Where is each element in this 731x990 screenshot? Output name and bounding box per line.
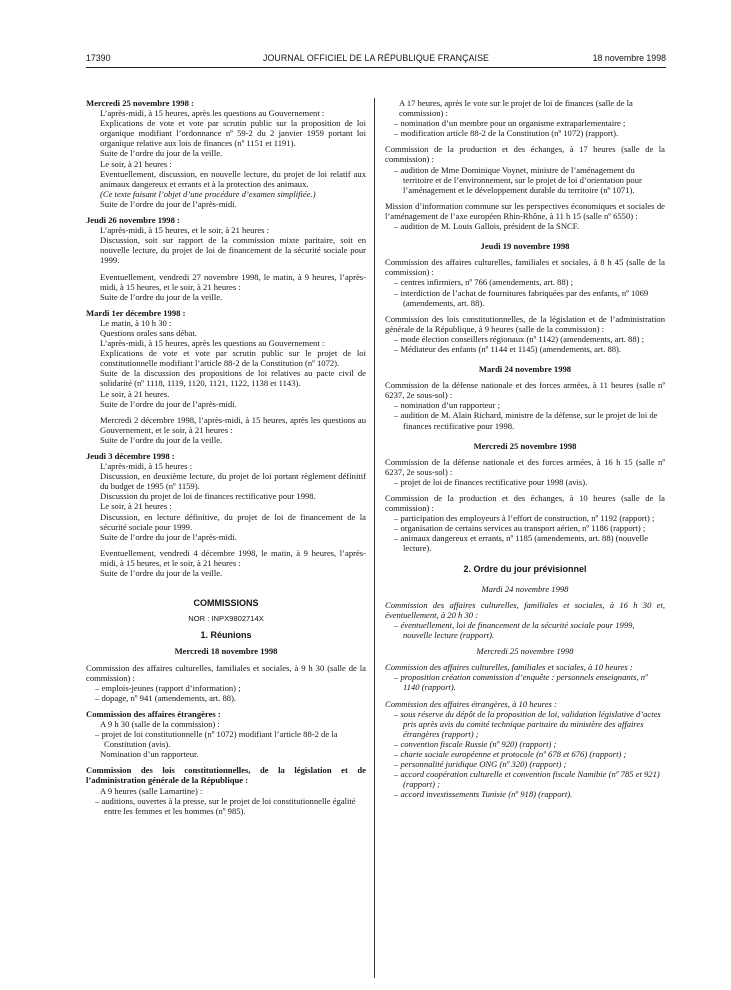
- column-divider: [374, 98, 375, 978]
- paragraph: Suite de l’ordre du jour de l’après-midi.: [100, 531, 237, 542]
- page-header: [86, 52, 666, 64]
- paragraph: L’après-midi, à 15 heures :: [100, 461, 193, 472]
- paragraph: Questions orales sans débat.: [100, 327, 197, 338]
- page-number: 17390: [86, 53, 111, 63]
- paragraph: – personnalité juridique ONG (nº 320) (rapport) ;: [394, 759, 567, 770]
- spacer: [385, 574, 665, 584]
- paragraph: 1. Réunions: [200, 630, 252, 641]
- paragraph: 2. Ordre du jour prévisionnel: [463, 563, 587, 574]
- paragraph: Commission des lois constitutionnelles, de la législation et de l’administration générale de la République, à 9 heures (salle de la commission) :: [385, 313, 665, 334]
- paragraph: – Médiateur des enfants (nº 1144 et 1145) (amendements, art. 88).: [394, 343, 622, 354]
- paragraph: Commission des affaires culturelles, familiales et sociales, à 10 heures :: [385, 662, 633, 673]
- header-rule: [86, 67, 666, 68]
- paragraph: Le soir, à 21 heures :: [100, 501, 172, 512]
- paragraph: – accord coopération culturelle et convention fiscale Namibie (nº 785 et 921) (rapport) ;: [394, 769, 660, 790]
- paragraph: Commission des affaires culturelles, familiales et sociales, à 9 h 30 (salle de la commission) :: [86, 662, 366, 683]
- paragraph: – sous réserve du dépôt de la proposition de loi, validation législative d’actes pris après avis du comité technique paritaire du ministère des affaires étrangères (rapport) ;: [394, 708, 661, 739]
- spacer: [385, 354, 665, 364]
- paragraph: Suite de l’ordre du jour de la veille.: [100, 148, 223, 159]
- paragraph: – nomination d’un rapporteur ;: [394, 400, 500, 411]
- paragraph: Le soir, à 21 heures :: [100, 158, 172, 169]
- paragraph: Le matin, à 10 h 30 :: [100, 317, 172, 328]
- paragraph: – audition de M. Alain Richard, ministre de la défense, sur le projet de loi de finances rectificative pour 1998.: [394, 410, 658, 431]
- right-column: [385, 98, 665, 799]
- paragraph: Discussion, soit sur rapport de la commission mixte paritaire, soit en nouvelle lecture, du projet de loi de financement de la sécurité sociale pour 1999.: [100, 235, 366, 266]
- spacer: [86, 578, 366, 588]
- paragraph: – organisation de certains services au transport aérien, nº 1186 (rapport) ;: [394, 523, 646, 534]
- paragraph: L’après-midi, à 15 heures, après les questions au Gouvernement :: [100, 338, 325, 349]
- paragraph: Commission des affaires culturelles, familiales et sociales, à 8 h 45 (salle de la commission) :: [385, 257, 665, 278]
- paragraph: NOR : INPX9802714X: [188, 614, 264, 624]
- paragraph: – audition de M. Louis Gallois, président de la SNCF.: [394, 221, 580, 232]
- paragraph: – dopage, nº 941 (amendements, art. 88).: [95, 692, 237, 703]
- paragraph: Mardi 24 novembre 1998: [481, 583, 569, 594]
- paragraph: Suite de l’ordre du jour de la veille.: [100, 291, 223, 302]
- paragraph: Suite de l’ordre du jour de l’après-midi.: [100, 198, 237, 209]
- paragraph: – projet de loi constitutionnelle (nº 1072) modifiant l’article 88-2 de la Constitution (avis).: [95, 729, 338, 750]
- paragraph: A 9 heures (salle Lamartine) :: [100, 785, 203, 796]
- paragraph: L’après-midi, à 15 heures, et le soir, à 21 heures :: [100, 225, 270, 236]
- paragraph: Discussion du projet de loi de finances rectificative pour 1998.: [100, 491, 316, 502]
- paragraph: – participation des employeurs à l’effort de construction, nº 1192 (rapport) ;: [394, 513, 655, 524]
- paragraph: – charte sociale européenne et protocole (nº 678 et 676) (rapport) ;: [394, 748, 627, 759]
- paragraph: Suite de l’ordre du jour de l’après-midi.: [100, 398, 237, 409]
- paragraph: A 9 h 30 (salle de la commission) :: [100, 718, 220, 729]
- paragraph: – interdiction de l’achat de fournitures fabriquées par des enfants, nº 1069 (amendements, art. 88).: [394, 287, 649, 308]
- paragraph: – auditions, ouvertes à la presse, sur le projet de loi constitutionnelle égalité entre les femmes et les hommes (nº 985).: [95, 795, 356, 816]
- paragraph: Eventuellement, vendredi 27 novembre 1998, le matin, à 9 heures, l’après-midi, à 15 heures, et le soir, à 21 heures :: [100, 271, 366, 292]
- issue-date: 18 novembre 1998: [592, 53, 666, 63]
- paragraph: – convention fiscale Russie (nº 920) (rapport) ;: [394, 738, 557, 749]
- paragraph: Discussion, en deuxième lecture, du projet de loi portant règlement définitif du budget de 1995 (nº 1159).: [100, 471, 366, 492]
- paragraph: Explications de vote et vote par scrutin public sur le projet de loi constitutionnelle modifiant l’article 88-2 de la Constitution (nº 1072).: [100, 348, 366, 369]
- paragraph: Commission de la production et des échanges, à 17 heures (salle de la commission) :: [385, 144, 665, 165]
- paragraph: Commission des affaires culturelles, familiales et sociales, à 16 h 30 et, éventuellement, à 20 h 30 :: [385, 599, 665, 620]
- paragraph: – audition de Mme Dominique Voynet, ministre de l’aménagement du territoire et de l’environnement, sur le projet de loi d’orientation pour l’aménagement et le développement durable du territoire (nº 1071).: [394, 164, 642, 195]
- paragraph: Eventuellement, vendredi 4 décembre 1998, le matin, à 9 heures, l’après-midi, à 15 heures, et le soir, à 21 heures :: [100, 547, 366, 568]
- paragraph: Mercredi 18 novembre 1998: [174, 646, 278, 657]
- paragraph: Explications de vote et vote par scrutin public sur la proposition de loi organique modifiant l’ordonnance nº 59-2 du 2 janvier 1959 portant loi organique relative aux lois de finances (nº 1151 et 1191).: [100, 118, 366, 149]
- paragraph: Mardi 1er décembre 1998 :: [86, 307, 186, 318]
- paragraph: Commission des affaires étrangères, à 10 heures :: [385, 698, 557, 709]
- paragraph: Jeudi 26 novembre 1998 :: [86, 215, 180, 226]
- paragraph: – animaux dangereux et errants, nº 1185 (amendements, art. 88) (nouvelle lecture).: [394, 533, 649, 554]
- paragraph: – nomination d’un membre pour un organisme extraparlementaire ;: [394, 118, 626, 129]
- paragraph: – centres infirmiers, nº 766 (amendements, art. 88) ;: [394, 277, 574, 288]
- paragraph: Mardi 24 novembre 1998: [478, 364, 572, 375]
- paragraph: Mercredi 25 novembre 1998: [476, 646, 574, 657]
- paragraph: Commission de la défense nationale et des forces armées, à 11 heures (salle nº 6237, 2e sous-sol) :: [385, 380, 665, 401]
- paragraph: L’après-midi, à 15 heures, après les questions au Gouvernement :: [100, 108, 325, 119]
- spacer: [385, 231, 665, 241]
- spacer: [86, 588, 366, 598]
- paragraph: Mercredi 25 novembre 1998 :: [86, 98, 194, 108]
- paragraph: Jeudi 3 décembre 1998 :: [86, 451, 175, 461]
- paragraph: – emplois-jeunes (rapport d’information) ;: [95, 682, 241, 693]
- paragraph: – modification article 88-2 de la Constitution (nº 1072) (rapport).: [394, 128, 619, 139]
- paragraph: Mercredi 25 novembre 1998: [473, 440, 577, 451]
- paragraph: Eventuellement, discussion, en nouvelle lecture, du projet de loi relatif aux animaux dangereux et errants et à la protection des animaux.: [100, 168, 366, 189]
- paragraph: – proposition création commission d’enquête : personnels enseignants, nº 1140 (rapport).: [394, 672, 648, 693]
- paragraph: Commission des affaires étrangères :: [86, 708, 221, 719]
- spacer: [385, 554, 665, 564]
- paragraph: Nomination d’un rapporteur.: [100, 749, 199, 760]
- paragraph: – projet de loi de finances rectificative pour 1998 (avis).: [394, 476, 588, 487]
- paragraph: Suite de l’ordre du jour de la veille.: [100, 568, 223, 579]
- paragraph: Commission des lois constitutionnelles, de la législation et de l’administration générale de la République :: [86, 765, 366, 786]
- paragraph: Le soir, à 21 heures.: [100, 388, 170, 399]
- paragraph: COMMISSIONS: [193, 598, 259, 609]
- paragraph: Commission de la défense nationale et des forces armées, à 16 h 15 (salle nº 6237, 2e sous-sol) :: [385, 456, 665, 477]
- paragraph: – mode élection conseillers régionaux (nº 1142) (amendements, art. 88) ;: [394, 333, 645, 344]
- paragraph: – accord investissements Tunisie (nº 918) (rapport).: [394, 789, 573, 800]
- journal-title: JOURNAL OFFICIEL DE LA RÉPUBLIQUE FRANÇAISE: [262, 53, 490, 63]
- left-column: [86, 98, 366, 816]
- paragraph: Suite de l’ordre du jour de la veille.: [100, 434, 223, 445]
- paragraph: Suite de la discussion des propositions de loi relatives au pacte civil de solidarité (nº 1118, 1119, 1120, 1121, 1122, 1138 et 1143).: [100, 368, 366, 389]
- paragraph: Mercredi 2 décembre 1998, l’après-midi, à 15 heures, après les questions au Gouvernement, et le soir, à 21 heures :: [100, 414, 366, 435]
- paragraph: Jeudi 19 novembre 1998: [480, 241, 570, 252]
- paragraph: Discussion, en lecture définitive, du projet de loi de financement de la sécurité sociale pour 1999.: [100, 511, 366, 532]
- paragraph: (Ce texte faisant l’objet d’une procédure d’examen simplifiée.): [100, 188, 316, 199]
- spacer: [385, 431, 665, 441]
- paragraph: A 17 heures, après le vote sur le projet de loi de finances (salle de la commission) :: [399, 98, 633, 119]
- paragraph: – éventuellement, loi de financement de la sécurité sociale pour 1999, nouvelle lecture (rapport).: [394, 619, 635, 641]
- paragraph: Commission de la production et des échanges, à 10 heures (salle de la commission) :: [385, 493, 665, 514]
- paragraph: Mission d’information commune sur les perspectives économiques et sociales de l’aménagement de l’axe européen Rhin-Rhône, à 11 h 15 (salle nº 6550) :: [385, 200, 665, 221]
